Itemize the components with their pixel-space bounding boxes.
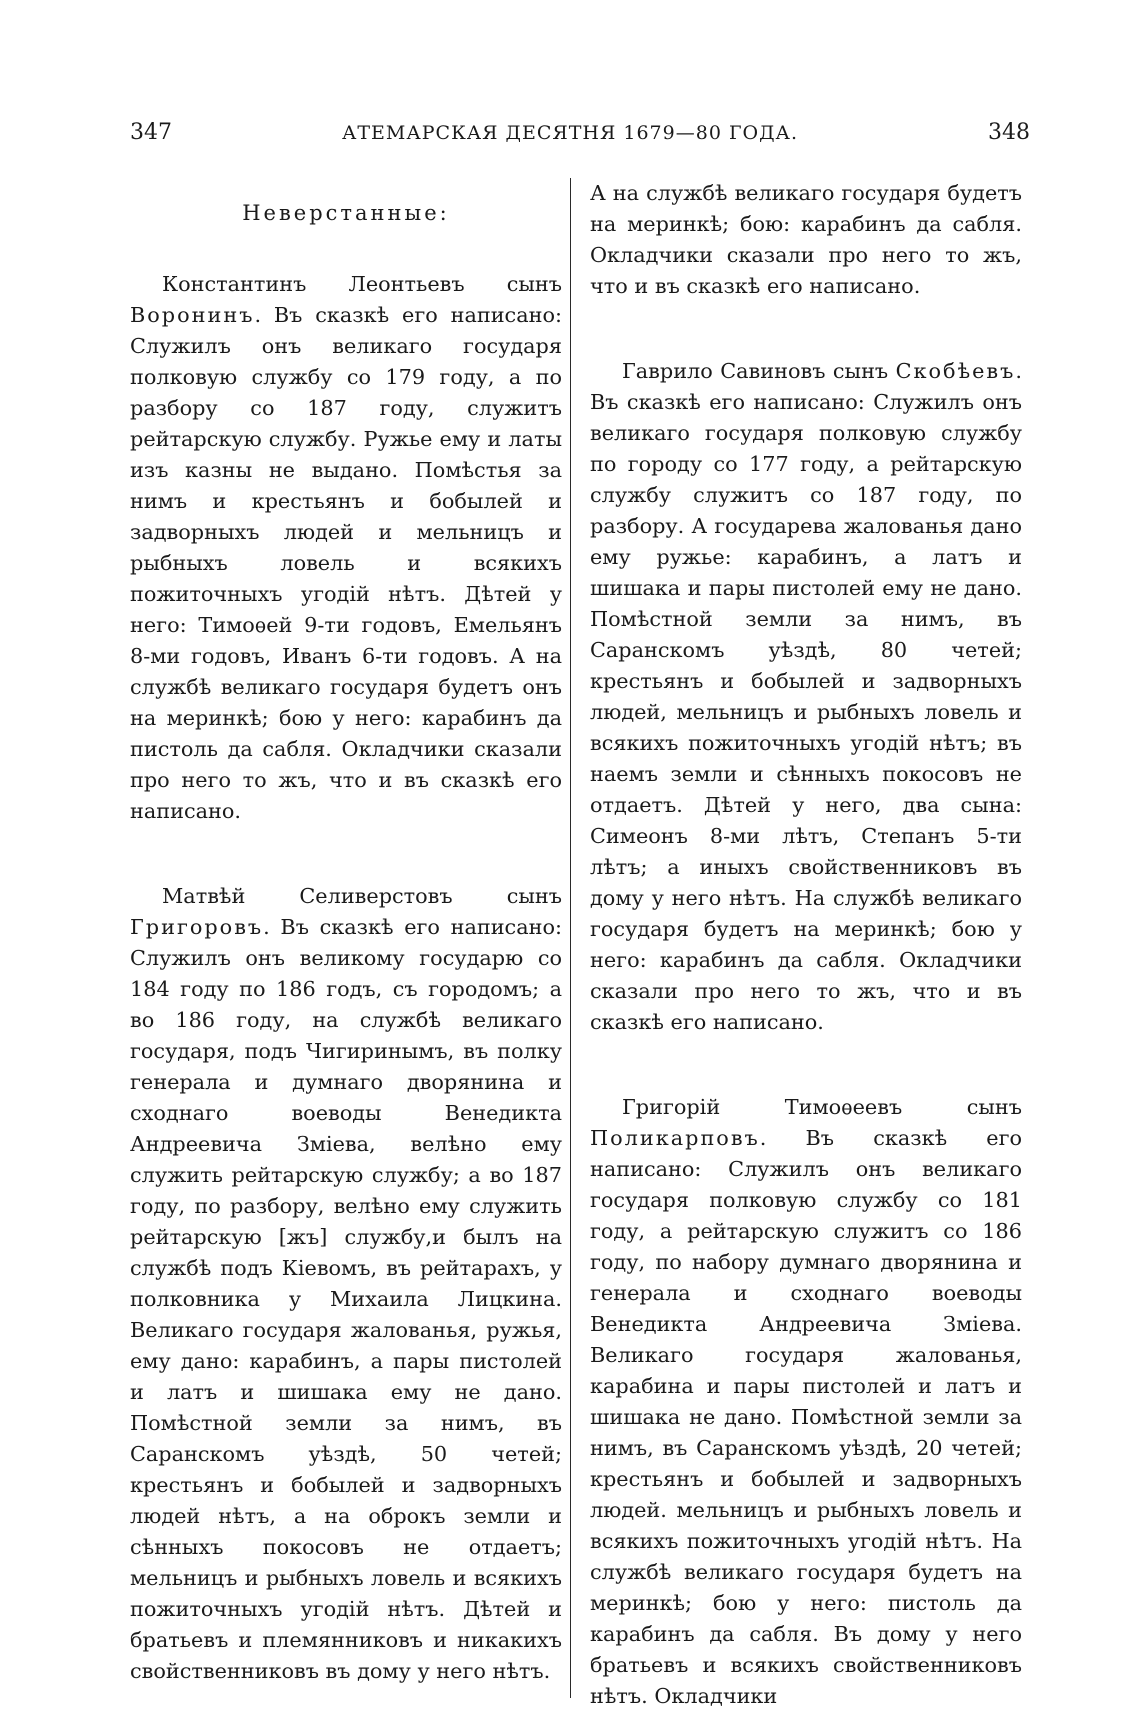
entry-opening: Гаврило Савиновъ сынъ [622, 359, 896, 383]
entry-voronin [130, 269, 562, 827]
entry-opening: Григорій Тимоѳеевъ сынъ [622, 1095, 1022, 1119]
section-heading: Неверстанные: [242, 201, 450, 225]
entry-opening: Матвѣй Селиверстовъ сынъ [162, 884, 562, 908]
entry-opening: Константинъ Леонтьевъ сынъ [162, 272, 562, 296]
entry-body: . Въ сказкѣ его написано: Служилъ онъ великаго государя полковую службу по городу со 177 году, а рейтарскую службу служитъ со 187 году, по разбору. А государева жалованья дано ему ружье: карабинъ, а латъ и шишака и пары пистолей ему не дано. Помѣстной земли за нимъ, въ Саранскомъ уѣздѣ, 80 четей; крестьянъ и бобылей и задворныхъ людей, мельницъ и рыбныхъ ловель и всякихъ пожиточныхъ угодій нѣтъ; въ наемъ земли и сѣнныхъ покосовъ не отдаетъ. Дѣтей у него, два сына: Симеонъ 8-ми лѣтъ, Степанъ 5-ти лѣтъ; а иныхъ свойственниковъ въ дому у него нѣтъ. На службѣ великаго государя будетъ на меринкѣ; бою у него: карабинъ да сабля. Окладчики сказали про него то жъ, что и въ сказкѣ его написано. [590, 359, 1022, 1034]
left-column [130, 178, 562, 1687]
entry-skobeev [590, 356, 1022, 1038]
running-title: АТЕМАРСКАЯ ДЕСЯТНЯ 1679—80 ГОДА. [341, 122, 798, 144]
entry-surname: Воронинъ [130, 303, 255, 327]
page-number-left: 347 [130, 120, 172, 145]
right-column [590, 178, 1022, 1712]
entry-body: . Въ сказкѣ его написано: Служилъ онъ великаго государя полковую службу со 181 году, а рейтарскую служитъ со 186 году, по набору думнаго дворянина и генерала и сходнаго воеводы Венедикта Андреевича Зміева. Великаго государя жалованья, карабина и пары пистолей и латъ и шишака не дано. Помѣстной земли за нимъ, въ Саранскомъ уѣздѣ, 20 четей; крестьянъ и бобылей и задворныхъ людей. мельницъ и рыбныхъ ловель и всякихъ пожиточныхъ угодій нѣтъ. На службѣ великаго государя будетъ на меринкѣ; бою у него: пистоль да карабинъ да сабля. Въ дому у него братьевъ и всякихъ свойственниковъ нѣтъ. Окладчики [590, 1126, 1022, 1708]
entry-body: . Въ сказкѣ его написано: Служилъ онъ великому государю со 184 году по 186 годъ, съ городомъ; а во 186 году, на службѣ великаго государя, подъ Чигиринымъ, въ полку генерала и думнаго дворянина и сходнаго воеводы Венедикта Андреевича Зміева, велѣно ему служить рейтарскую службу; а во 187 году, по разбору, велѣно ему служить рейтарскую [жъ] службу,и былъ на службѣ подъ Кіевомъ, въ рейтарахъ, у полковника у Михаила Лицкина. Великаго государя жалованья, ружья, ему дано: карабинъ, а пары пистолей и латъ и шишака ему не дано. Помѣстной земли за нимъ, въ Саранскомъ уѣздѣ, 50 четей; крестьянъ и бобылей и задворныхъ людей нѣтъ, а на оброкъ земли и сѣнныхъ покосовъ не отдаетъ; мельницъ и рыбныхъ ловель и всякихъ пожиточныхъ угодій нѣтъ. Дѣтей и братьевъ и племянниковъ и никакихъ свойственниковъ въ дому у него нѣтъ. [130, 915, 562, 1683]
entry-polikarpov [590, 1092, 1022, 1712]
running-header [110, 120, 1030, 160]
entry-continuation: А на службѣ великаго государя будетъ на меринкѣ; бою: карабинъ да сабля. Окладчики сказали про него то жъ, что и въ сказкѣ его написано. [590, 181, 1022, 298]
entry-grigorov [130, 881, 562, 1687]
entry-surname: Григоровъ [130, 915, 264, 939]
entry-surname: Скобѣевъ [895, 359, 1016, 383]
column-divider [570, 178, 571, 1698]
entry-surname: Поликарповъ [590, 1126, 760, 1150]
page-number-right: 348 [988, 120, 1030, 145]
entry-body: . Въ сказкѣ его написано: Служилъ онъ великаго государя полковую службу со 179 году, а по разбору со 187 году, служитъ рейтарскую службу. Ружье ему и латы изъ казны не выдано. Помѣстья за нимъ и крестьянъ и бобылей и задворныхъ людей и мельницъ и рыбныхъ ловель и всякихъ пожиточныхъ угодій нѣтъ. Дѣтей у него: Тимоѳей 9-ти годовъ, Емельянъ 8-ми годовъ, Иванъ 6-ти годовъ. А на службѣ великаго государя будетъ онъ на меринкѣ; бою у него: карабинъ да пистоль да сабля. Окладчики сказали про него то жъ, что и въ сказкѣ его написано. [130, 303, 562, 823]
